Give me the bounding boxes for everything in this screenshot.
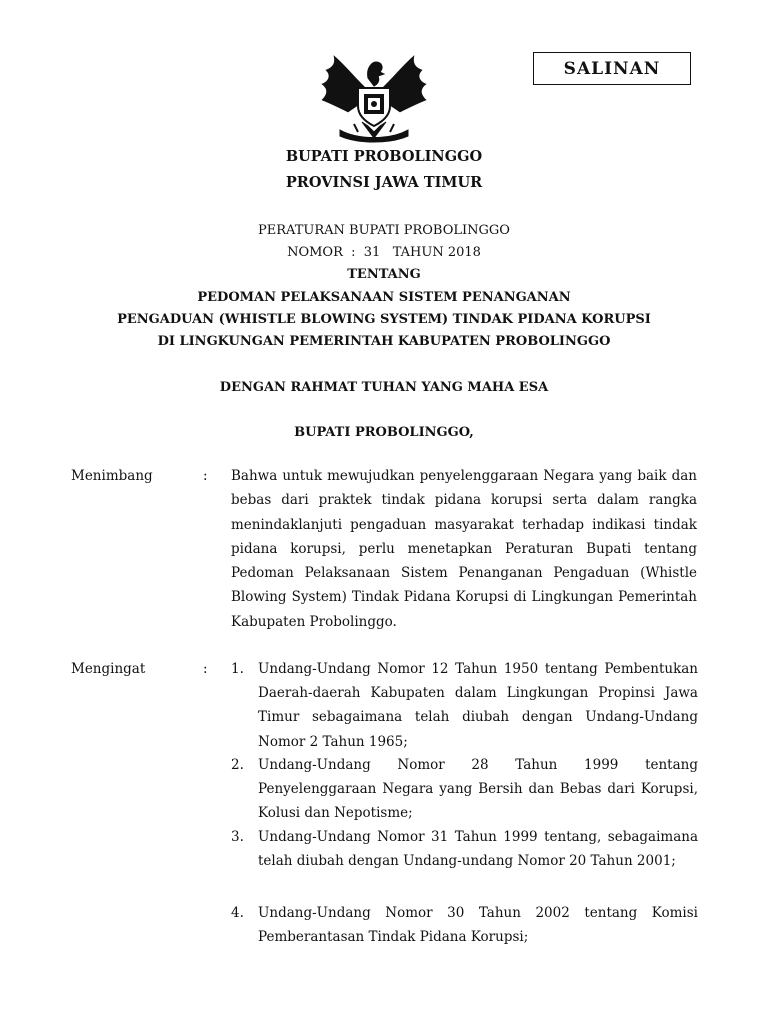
list-item-number: 2.	[231, 757, 244, 773]
list-item-number: 4.	[231, 905, 244, 921]
invocation: DENGAN RAHMAT TUHAN YANG MAHA ESA	[219, 380, 549, 395]
salinan-stamp: SALINAN	[533, 52, 691, 85]
regulation-about: TENTANG	[347, 267, 421, 282]
addressor: BUPATI PROBOLINGGO,	[294, 425, 474, 440]
mengingat-colon: :	[203, 661, 208, 677]
regulation-type: PERATURAN BUPATI PROBOLINGGO	[258, 223, 510, 238]
regulation-title-line-1: PEDOMAN PELAKSANAAN SISTEM PENANGANAN	[197, 290, 571, 305]
office-title: BUPATI PROBOLINGGO	[285, 148, 483, 165]
regulation-number: NOMOR : 31 TAHUN 2018	[287, 245, 481, 260]
province-title: PROVINSI JAWA TIMUR	[285, 174, 483, 191]
menimbang-label: Menimbang	[71, 468, 153, 484]
regulation-title-line-2: PENGADUAN (WHISTLE BLOWING SYSTEM) TINDAK PIDANA KORUPSI	[117, 312, 651, 327]
regulation-title-line-3: DI LINGKUNGAN PEMERINTAH KABUPATEN PROBOLINGGO	[157, 334, 611, 349]
list-item-number: 1.	[231, 661, 244, 677]
list-item-text: Undang-Undang Nomor 30 Tahun 2002 tentang Komisi Pemberantasan Tindak Pidana Korupsi;	[258, 905, 698, 946]
list-item-text: Undang-Undang Nomor 12 Tahun 1950 tentang Pembentukan Daerah-daerah Kabupaten dalam Lingkungan Propinsi Jawa Timur sebagaimana telah diubah dengan Undang-Undang Nomor 2 Tahun 1965;	[258, 661, 698, 750]
list-item-text: Undang-Undang Nomor 28 Tahun 1999 tentang Penyelenggaraan Negara yang Bersih dan Bebas dari Korupsi, Kolusi dan Nepotisme;	[258, 757, 698, 822]
list-item-text: Undang-Undang Nomor 31 Tahun 1999 tentang, sebagaimana telah diubah dengan Undang-undang Nomor 20 Tahun 2001;	[258, 829, 698, 870]
menimbang-colon: :	[203, 468, 208, 484]
list-item-number: 3.	[231, 829, 244, 845]
mengingat-label: Mengingat	[71, 661, 146, 677]
garuda-emblem	[318, 52, 430, 144]
menimbang-text: Bahwa untuk mewujudkan penyelenggaraan Negara yang baik dan bebas dari praktek tindak pidana korupsi serta dalam rangka menindaklanjuti pengaduan masyarakat terhadap indikasi tindak pidana korupsi, perlu menetapkan Peraturan Bupati tentang Pedoman Pelaksanaan Sistem Penanganan Pengaduan (Whistle Blowing System) Tindak Pidana Korupsi di Lingkungan Pemerintah Kabupaten Probolinggo.	[231, 468, 697, 630]
